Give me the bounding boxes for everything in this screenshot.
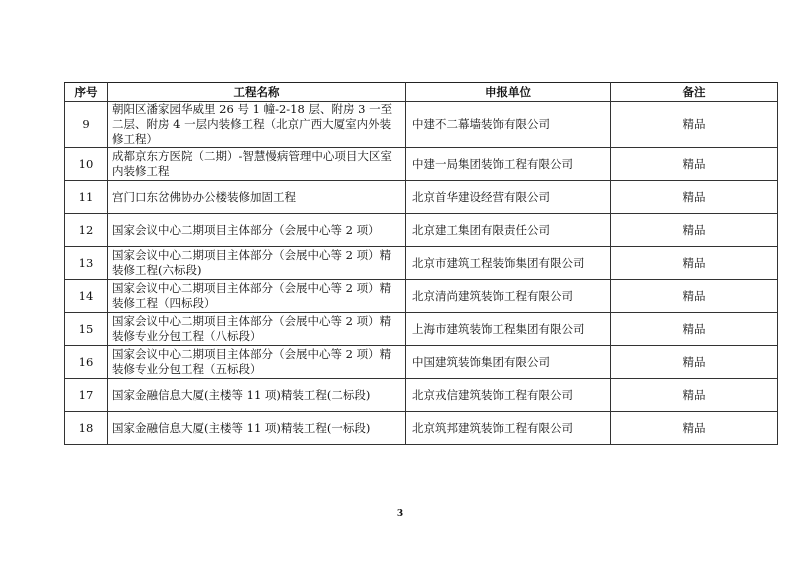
header-applicant-unit: 申报单位: [406, 83, 611, 102]
row-no: 9: [65, 102, 108, 148]
table-header-row: [65, 83, 778, 102]
row-no: 13: [65, 247, 108, 280]
row-no: 11: [65, 181, 108, 214]
row-applicant-unit: 中国建筑装饰集团有限公司: [406, 346, 611, 379]
row-remarks: 精品: [611, 214, 778, 247]
row-no: 10: [65, 148, 108, 181]
table-row: [65, 102, 778, 148]
row-applicant-unit: 中建不二幕墙装饰有限公司: [406, 102, 611, 148]
table-row: [65, 346, 778, 379]
row-project-name: 国家会议中心二期项目主体部分（会展中心等 2 项）精装修专业分包工程（八标段）: [108, 313, 406, 346]
row-no: 12: [65, 214, 108, 247]
row-applicant-unit: 北京建工集团有限责任公司: [406, 214, 611, 247]
row-applicant-unit: 北京首华建设经营有限公司: [406, 181, 611, 214]
header-project-name: 工程名称: [108, 83, 406, 102]
row-remarks: 精品: [611, 148, 778, 181]
row-remarks: 精品: [611, 412, 778, 445]
row-applicant-unit: 北京清尚建筑装饰工程有限公司: [406, 280, 611, 313]
row-project-name: 成都京东方医院（二期）-智慧慢病管理中心项目大区室内装修工程: [108, 148, 406, 181]
table-row: [65, 412, 778, 445]
row-no: 17: [65, 379, 108, 412]
row-project-name: 国家会议中心二期项目主体部分（会展中心等 2 项）精装修工程（四标段）: [108, 280, 406, 313]
row-project-name: 国家会议中心二期项目主体部分（会展中心等 2 项）: [108, 214, 406, 247]
row-remarks: 精品: [611, 247, 778, 280]
table-row: [65, 313, 778, 346]
page-number: 3: [396, 509, 404, 519]
row-applicant-unit: 上海市建筑装饰工程集团有限公司: [406, 313, 611, 346]
row-project-name: 国家会议中心二期项目主体部分（会展中心等 2 项）精装修工程(六标段): [108, 247, 406, 280]
header-remarks: 备注: [611, 83, 778, 102]
projects-table: [64, 82, 778, 445]
row-remarks: 精品: [611, 313, 778, 346]
row-project-name: 国家会议中心二期项目主体部分（会展中心等 2 项）精装修专业分包工程（五标段）: [108, 346, 406, 379]
row-no: 16: [65, 346, 108, 379]
table-row: [65, 214, 778, 247]
table-row: [65, 280, 778, 313]
row-remarks: 精品: [611, 379, 778, 412]
row-project-name: 国家金融信息大厦(主楼等 11 项)精装工程(二标段): [108, 379, 406, 412]
row-remarks: 精品: [611, 181, 778, 214]
table-row: [65, 148, 778, 181]
row-no: 14: [65, 280, 108, 313]
row-project-name: 国家金融信息大厦(主楼等 11 项)精装工程(一标段): [108, 412, 406, 445]
table-row: [65, 379, 778, 412]
row-no: 18: [65, 412, 108, 445]
table-row: [65, 181, 778, 214]
row-project-name: 宫门口东岔佛协办公楼装修加固工程: [108, 181, 406, 214]
table-row: [65, 247, 778, 280]
row-remarks: 精品: [611, 280, 778, 313]
row-applicant-unit: 北京戎信建筑装饰工程有限公司: [406, 379, 611, 412]
row-applicant-unit: 中建一局集团装饰工程有限公司: [406, 148, 611, 181]
header-no: 序号: [65, 83, 108, 102]
row-applicant-unit: 北京市建筑工程装饰集团有限公司: [406, 247, 611, 280]
row-project-name: 朝阳区潘家园华威里 26 号 1 幢-2-18 层、附房 3 一至二层、附房 4 一层内装修工程（北京广西大厦室内外装修工程）: [108, 102, 406, 148]
row-no: 15: [65, 313, 108, 346]
row-remarks: 精品: [611, 346, 778, 379]
row-remarks: 精品: [611, 102, 778, 148]
row-applicant-unit: 北京筑邦建筑装饰工程有限公司: [406, 412, 611, 445]
